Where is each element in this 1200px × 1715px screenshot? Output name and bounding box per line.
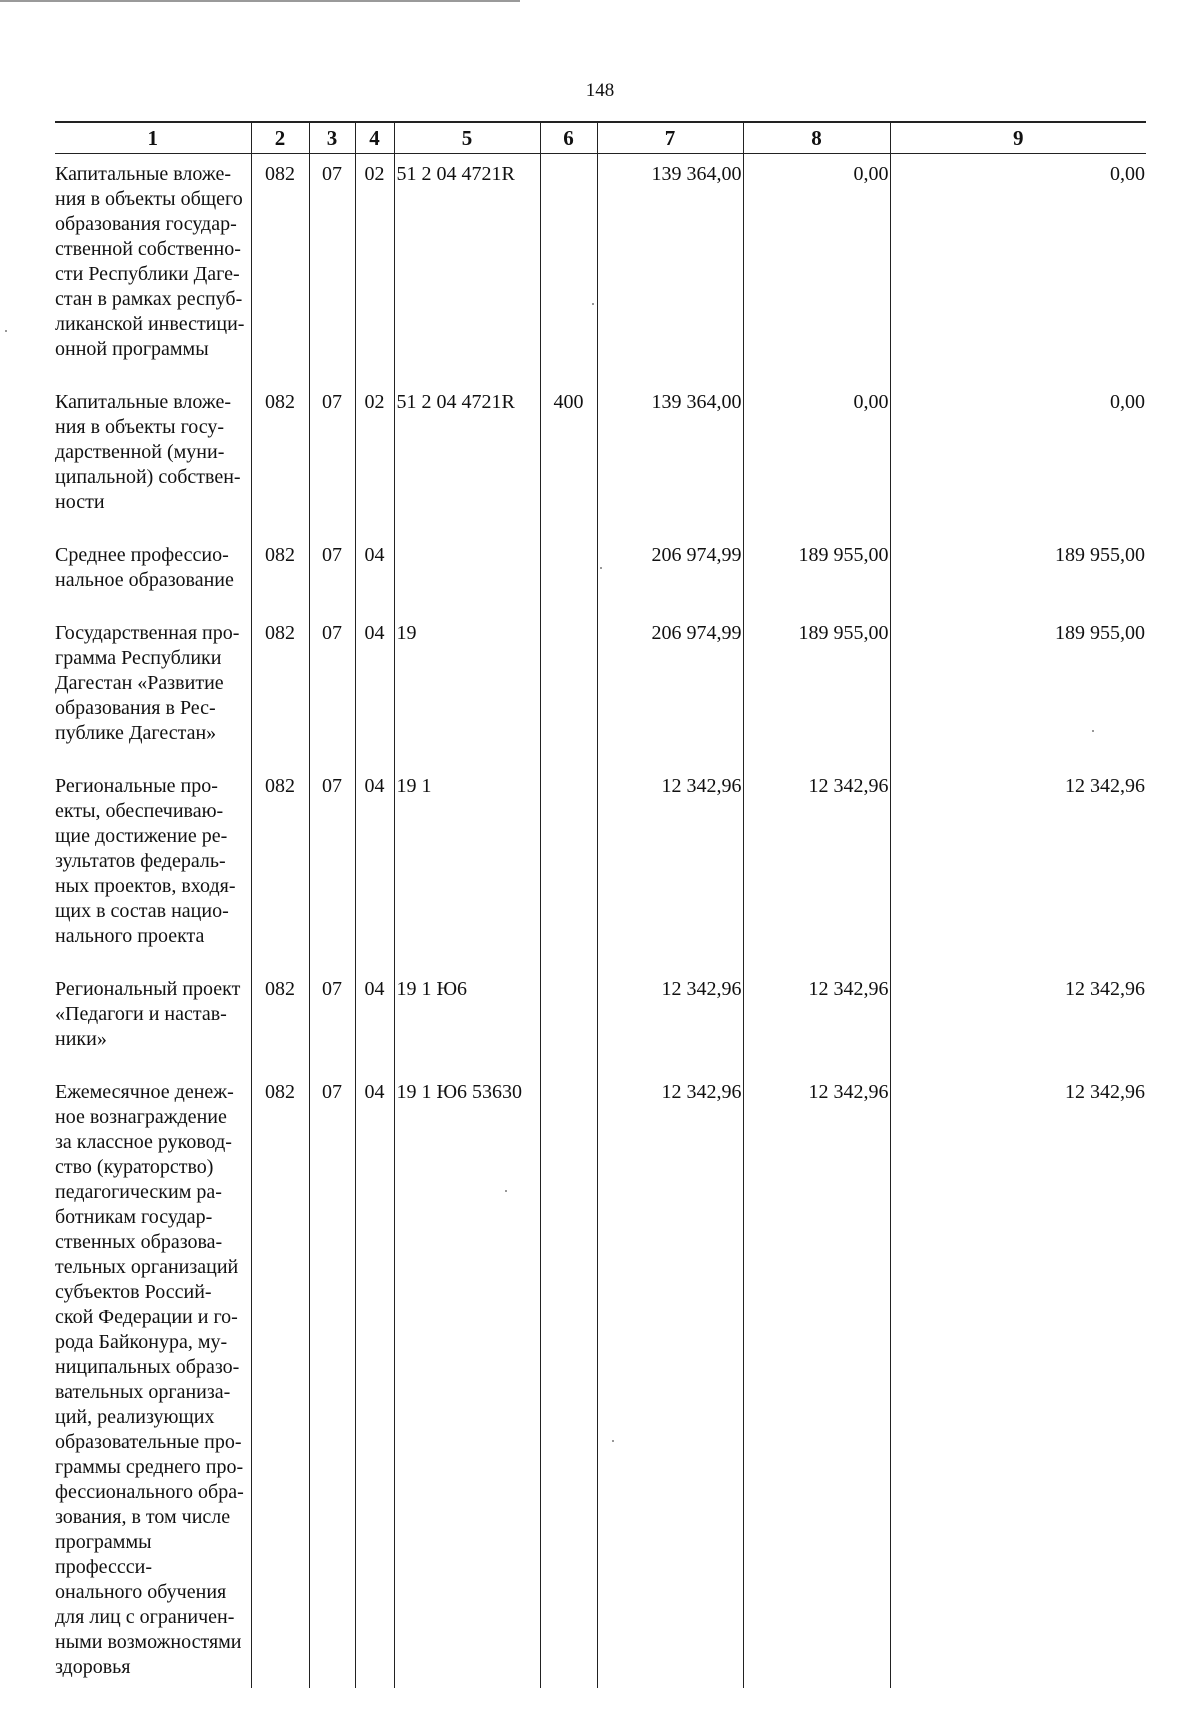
cell-name: Капитальные вложе- ния в объекты госу- дарственной (муни- ципальной) собствен- ности: [55, 391, 241, 513]
header-col-7: 7: [597, 122, 743, 154]
cell-amount-col8: 189 955,00: [743, 535, 890, 613]
table-row: [55, 154, 1146, 383]
cell-target-article: [394, 535, 540, 613]
cell-target-article: 19 1 Ю6: [394, 969, 540, 1072]
cell-amount-col7: 12 342,96: [597, 1072, 743, 1688]
table-body: [55, 154, 1146, 1689]
cell-expense-type: [540, 613, 597, 766]
cell-amount-col8: 12 342,96: [743, 969, 890, 1072]
scan-speck: [1092, 730, 1094, 732]
cell-name: Среднее профессио- нальное образование: [55, 544, 234, 591]
header-col-3: 3: [309, 122, 355, 154]
table-row: [55, 969, 1146, 1072]
cell-target-article: 19 1 Ю6 53630: [394, 1072, 540, 1688]
budget-table: [55, 121, 1146, 1688]
cell-ministry-code: 082: [251, 766, 309, 969]
cell-subsection: 02: [355, 154, 394, 383]
cell-subsection: 04: [355, 766, 394, 969]
cell-expense-type: [540, 969, 597, 1072]
cell-section: 07: [309, 766, 355, 969]
scan-speck: [5, 330, 7, 332]
cell-target-article: 51 2 04 4721R: [394, 154, 540, 383]
cell-name: Региональные про- екты, обеспечиваю- щие достижение ре- зультатов федераль- ных проектов, входя- щих в состав нацио- нального проекта: [55, 775, 236, 947]
cell-amount-col8: 12 342,96: [743, 1072, 890, 1688]
cell-ministry-code: 082: [251, 613, 309, 766]
cell-subsection: 04: [355, 969, 394, 1072]
table-row: [55, 535, 1146, 613]
table-header-row: [55, 122, 1146, 154]
header-col-5: 5: [394, 122, 540, 154]
cell-subsection: 04: [355, 1072, 394, 1688]
header-col-4: 4: [355, 122, 394, 154]
header-col-6: 6: [540, 122, 597, 154]
cell-expense-type: [540, 154, 597, 383]
cell-amount-col9: 0,00: [890, 382, 1146, 535]
cell-amount-col8: 0,00: [743, 154, 890, 383]
cell-amount-col8: 12 342,96: [743, 766, 890, 969]
cell-amount-col9: 12 342,96: [890, 1072, 1146, 1688]
cell-ministry-code: 082: [251, 1072, 309, 1688]
table-row: [55, 766, 1146, 969]
scan-speck: [592, 303, 594, 305]
cell-expense-type: [540, 1072, 597, 1688]
scan-edge-line: [0, 0, 520, 2]
cell-name: Региональный проект «Педагоги и настав- ники»: [55, 978, 241, 1050]
cell-target-article: 19 1: [394, 766, 540, 969]
cell-amount-col9: 189 955,00: [890, 613, 1146, 766]
cell-amount-col7: 206 974,99: [597, 613, 743, 766]
cell-subsection: 02: [355, 382, 394, 535]
cell-name: Государственная про- грамма Республики Дагестан «Развитие образования в Рес- публике Дагестан»: [55, 622, 240, 744]
cell-amount-col9: 12 342,96: [890, 969, 1146, 1072]
header-col-1: 1: [55, 122, 251, 154]
header-col-2: 2: [251, 122, 309, 154]
cell-amount-col9: 0,00: [890, 154, 1146, 383]
table-row: [55, 613, 1146, 766]
cell-subsection: 04: [355, 535, 394, 613]
table-row: [55, 382, 1146, 535]
cell-target-article: 51 2 04 4721R: [394, 382, 540, 535]
cell-section: 07: [309, 969, 355, 1072]
cell-amount-col9: 12 342,96: [890, 766, 1146, 969]
scan-speck: [600, 567, 602, 569]
table-row: [55, 1072, 1146, 1688]
cell-ministry-code: 082: [251, 382, 309, 535]
cell-amount-col7: 139 364,00: [597, 154, 743, 383]
cell-amount-col9: 189 955,00: [890, 535, 1146, 613]
cell-amount-col8: 0,00: [743, 382, 890, 535]
page-number: 148: [585, 80, 615, 101]
cell-ministry-code: 082: [251, 969, 309, 1072]
cell-section: 07: [309, 1072, 355, 1688]
cell-amount-col7: 206 974,99: [597, 535, 743, 613]
cell-amount-col7: 12 342,96: [597, 766, 743, 969]
cell-amount-col7: 12 342,96: [597, 969, 743, 1072]
cell-amount-col7: 139 364,00: [597, 382, 743, 535]
cell-ministry-code: 082: [251, 535, 309, 613]
cell-expense-type: [540, 535, 597, 613]
cell-subsection: 04: [355, 613, 394, 766]
cell-amount-col8: 189 955,00: [743, 613, 890, 766]
cell-name: Ежемесячное денеж- ное вознаграждение за классное руковод- ство (кураторство) педагогическим ра- ботникам государ- ственных образова- тельных организаций субъектов Россий- ской Федерации и го- рода Байконура, му- ниципальных образо- вательных организа- ций, реализующих образовательные про- граммы среднего про- фессионального обра- зования, в том числе программы профессси- онального обучения для лиц с ограничен- ными возможностями здоровья: [55, 1081, 244, 1678]
cell-section: 07: [309, 613, 355, 766]
cell-name: Капитальные вложе- ния в объекты общего образования государ- ственной собственно- сти Республики Даге- стан в рамках респуб- ликанской инвестици- онной программы: [55, 163, 245, 360]
cell-ministry-code: 082: [251, 154, 309, 383]
cell-section: 07: [309, 154, 355, 383]
cell-expense-type: [540, 766, 597, 969]
cell-target-article: 19: [394, 613, 540, 766]
header-col-8: 8: [743, 122, 890, 154]
cell-expense-type: 400: [540, 382, 597, 535]
scan-speck: [612, 1440, 614, 1442]
cell-section: 07: [309, 382, 355, 535]
header-col-9: 9: [890, 122, 1146, 154]
scan-speck: [505, 1190, 507, 1192]
cell-section: 07: [309, 535, 355, 613]
